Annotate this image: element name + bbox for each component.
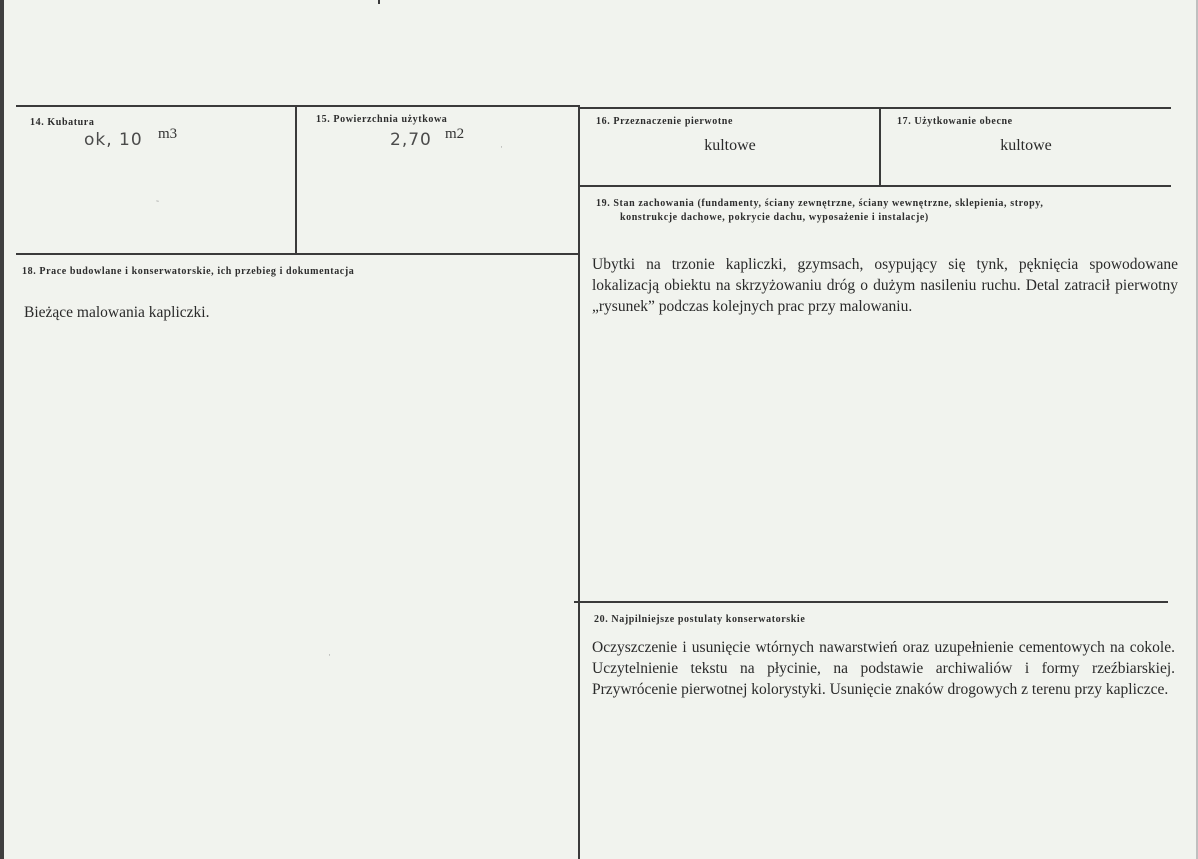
rule-above-19	[580, 185, 1171, 187]
field-20-text: Oczyszczenie i usunięcie wtórnych nawarstwień oraz uzupełnienie cementowych na cokole. Uczytelnienie tekstu na płycinie, na podstawie archiwaliów i formy rzeźbiarskiej. Przywrócenie pierwotnej kolorystyki. Usunięcie znaków drogowych z terenu przy kapliczce.	[592, 639, 1175, 698]
field-15-unit: m2	[445, 126, 465, 142]
field-14-label: 14. Kubatura	[30, 117, 95, 128]
field-19-label-line2: konstrukcje dachowe, pokrycie dachu, wyposażenie i instalacje)	[620, 212, 929, 223]
field-15-handwritten-value: 2,70	[390, 130, 432, 150]
field-16-label: 16. Przeznaczenie pierwotne	[596, 116, 733, 127]
divider-14-15	[295, 105, 297, 255]
top-tick-mark	[378, 0, 380, 4]
field-19-label-line1: 19. Stan zachowania (fundamenty, ściany zewnętrzne, ściany wewnętrzne, sklepienia, stropy,	[596, 198, 1044, 209]
scan-speck: ·	[500, 142, 503, 152]
field-18-text: Bieżące malowania kapliczki.	[24, 304, 210, 321]
rule-above-20	[574, 601, 1168, 603]
field-15-label: 15. Powierzchnia użytkowa	[316, 114, 448, 125]
field-20-label: 20. Najpilniejsze postulaty konserwatorskie	[594, 614, 806, 625]
field-19-text: Ubytki na trzonie kapliczki, gzymsach, osypujący się tynk, pęknięcia spowodowane lokalizacją obiektu na skrzyżowaniu dróg o dużym nasileniu ruchu. Detal zatracił pierwotny „rysunek” podczas kolejnych prac przy malowaniu.	[592, 256, 1178, 315]
field-14-unit: m3	[158, 126, 178, 142]
scan-edge-left	[0, 0, 4, 859]
field-18-label: 18. Prace budowlane i konserwatorskie, ich przebieg i dokumentacja	[22, 266, 355, 277]
rule-top-right	[580, 107, 1171, 109]
field-19-label	[596, 197, 1043, 225]
divider-center	[578, 105, 580, 859]
field-14-handwritten-value: ok, 10	[84, 130, 143, 150]
scan-speck: ·	[328, 650, 331, 660]
rule-top-left	[16, 105, 578, 107]
field-17-value: kultowe	[1000, 137, 1052, 154]
field-17-label: 17. Użytkowanie obecne	[897, 116, 1013, 127]
rule-above-18	[16, 253, 580, 255]
scan-speck: ˷	[156, 192, 159, 202]
field-16-value: kultowe	[704, 137, 756, 154]
